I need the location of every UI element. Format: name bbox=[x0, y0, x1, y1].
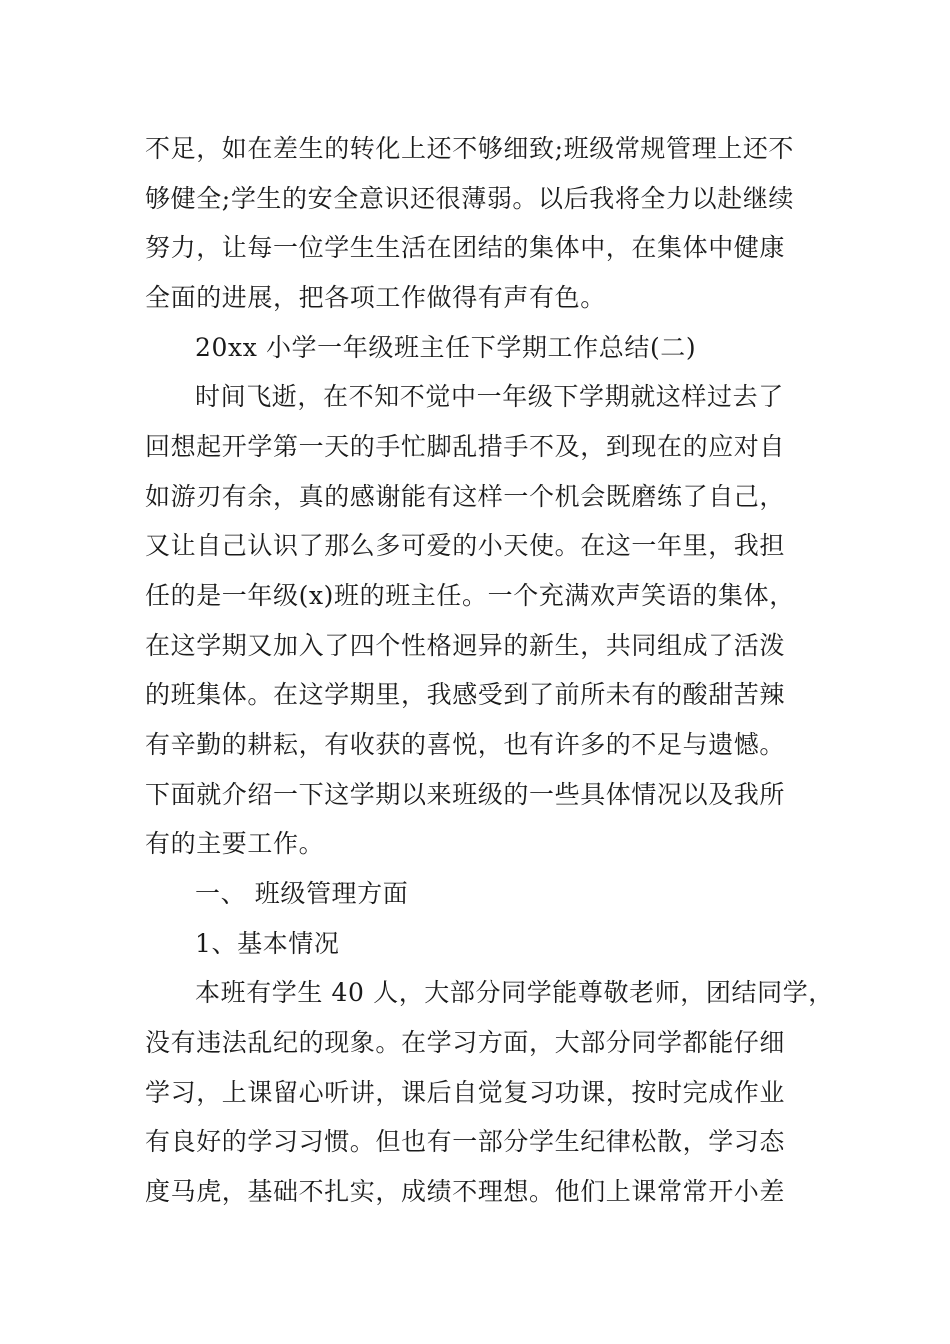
body-text-line: 又让自己认识了那么多可爱的小天使。在这一年里，我担 bbox=[145, 531, 786, 560]
body-text-line: 够健全;学生的安全意识还很薄弱。以后我将全力以赴继续 bbox=[145, 184, 795, 213]
subsection-heading: 1、基本情况 bbox=[195, 929, 340, 958]
body-text-line: 如游刃有余，真的感谢能有这样一个机会既磨练了自己， bbox=[145, 482, 786, 511]
body-text-line: 学习，上课留心听讲，课后自觉复习功课，按时完成作业 bbox=[145, 1078, 786, 1107]
body-text-line: 有良好的学习习惯。但也有一部分学生纪律松散，学习态 bbox=[145, 1127, 786, 1156]
body-text-line: 的班集体。在这学期里，我感受到了前所未有的酸甜苦辣 bbox=[145, 680, 786, 709]
paragraph-start-line: 本班有学生 40 人，大部分同学能尊敬老师，团结同学， bbox=[195, 978, 834, 1007]
body-text-line: 没有违法乱纪的现象。在学习方面，大部分同学都能仔细 bbox=[145, 1028, 786, 1057]
subsection-heading: 一、 班级管理方面 bbox=[195, 879, 409, 908]
body-text-line: 全面的进展，把各项工作做得有声有色。 bbox=[145, 283, 606, 312]
body-text-line: 有的主要工作。 bbox=[145, 829, 325, 858]
body-text-line: 不足，如在差生的转化上还不够细致;班级常规管理上还不 bbox=[145, 134, 795, 163]
body-text-line: 度马虎，基础不扎实，成绩不理想。他们上课常常开小差 bbox=[145, 1177, 786, 1206]
body-text-line: 下面就介绍一下这学期以来班级的一些具体情况以及我所 bbox=[145, 780, 786, 809]
body-text-line: 有辛勤的耕耘，有收获的喜悦，也有许多的不足与遗憾。 bbox=[145, 730, 786, 759]
body-text-line: 在这学期又加入了四个性格迥异的新生，共同组成了活泼 bbox=[145, 631, 786, 660]
body-text-line: 努力，让每一位学生生活在团结的集体中，在集体中健康 bbox=[145, 233, 786, 262]
section-heading: 20xx 小学一年级班主任下学期工作总结(二) bbox=[195, 333, 697, 362]
body-text-line: 回想起开学第一天的手忙脚乱措手不及，到现在的应对自 bbox=[145, 432, 786, 461]
paragraph-start-line: 时间飞逝，在不知不觉中一年级下学期就这样过去了 bbox=[195, 382, 784, 411]
body-text-line: 任的是一年级(x)班的班主任。一个充满欢声笑语的集体， bbox=[145, 581, 795, 610]
